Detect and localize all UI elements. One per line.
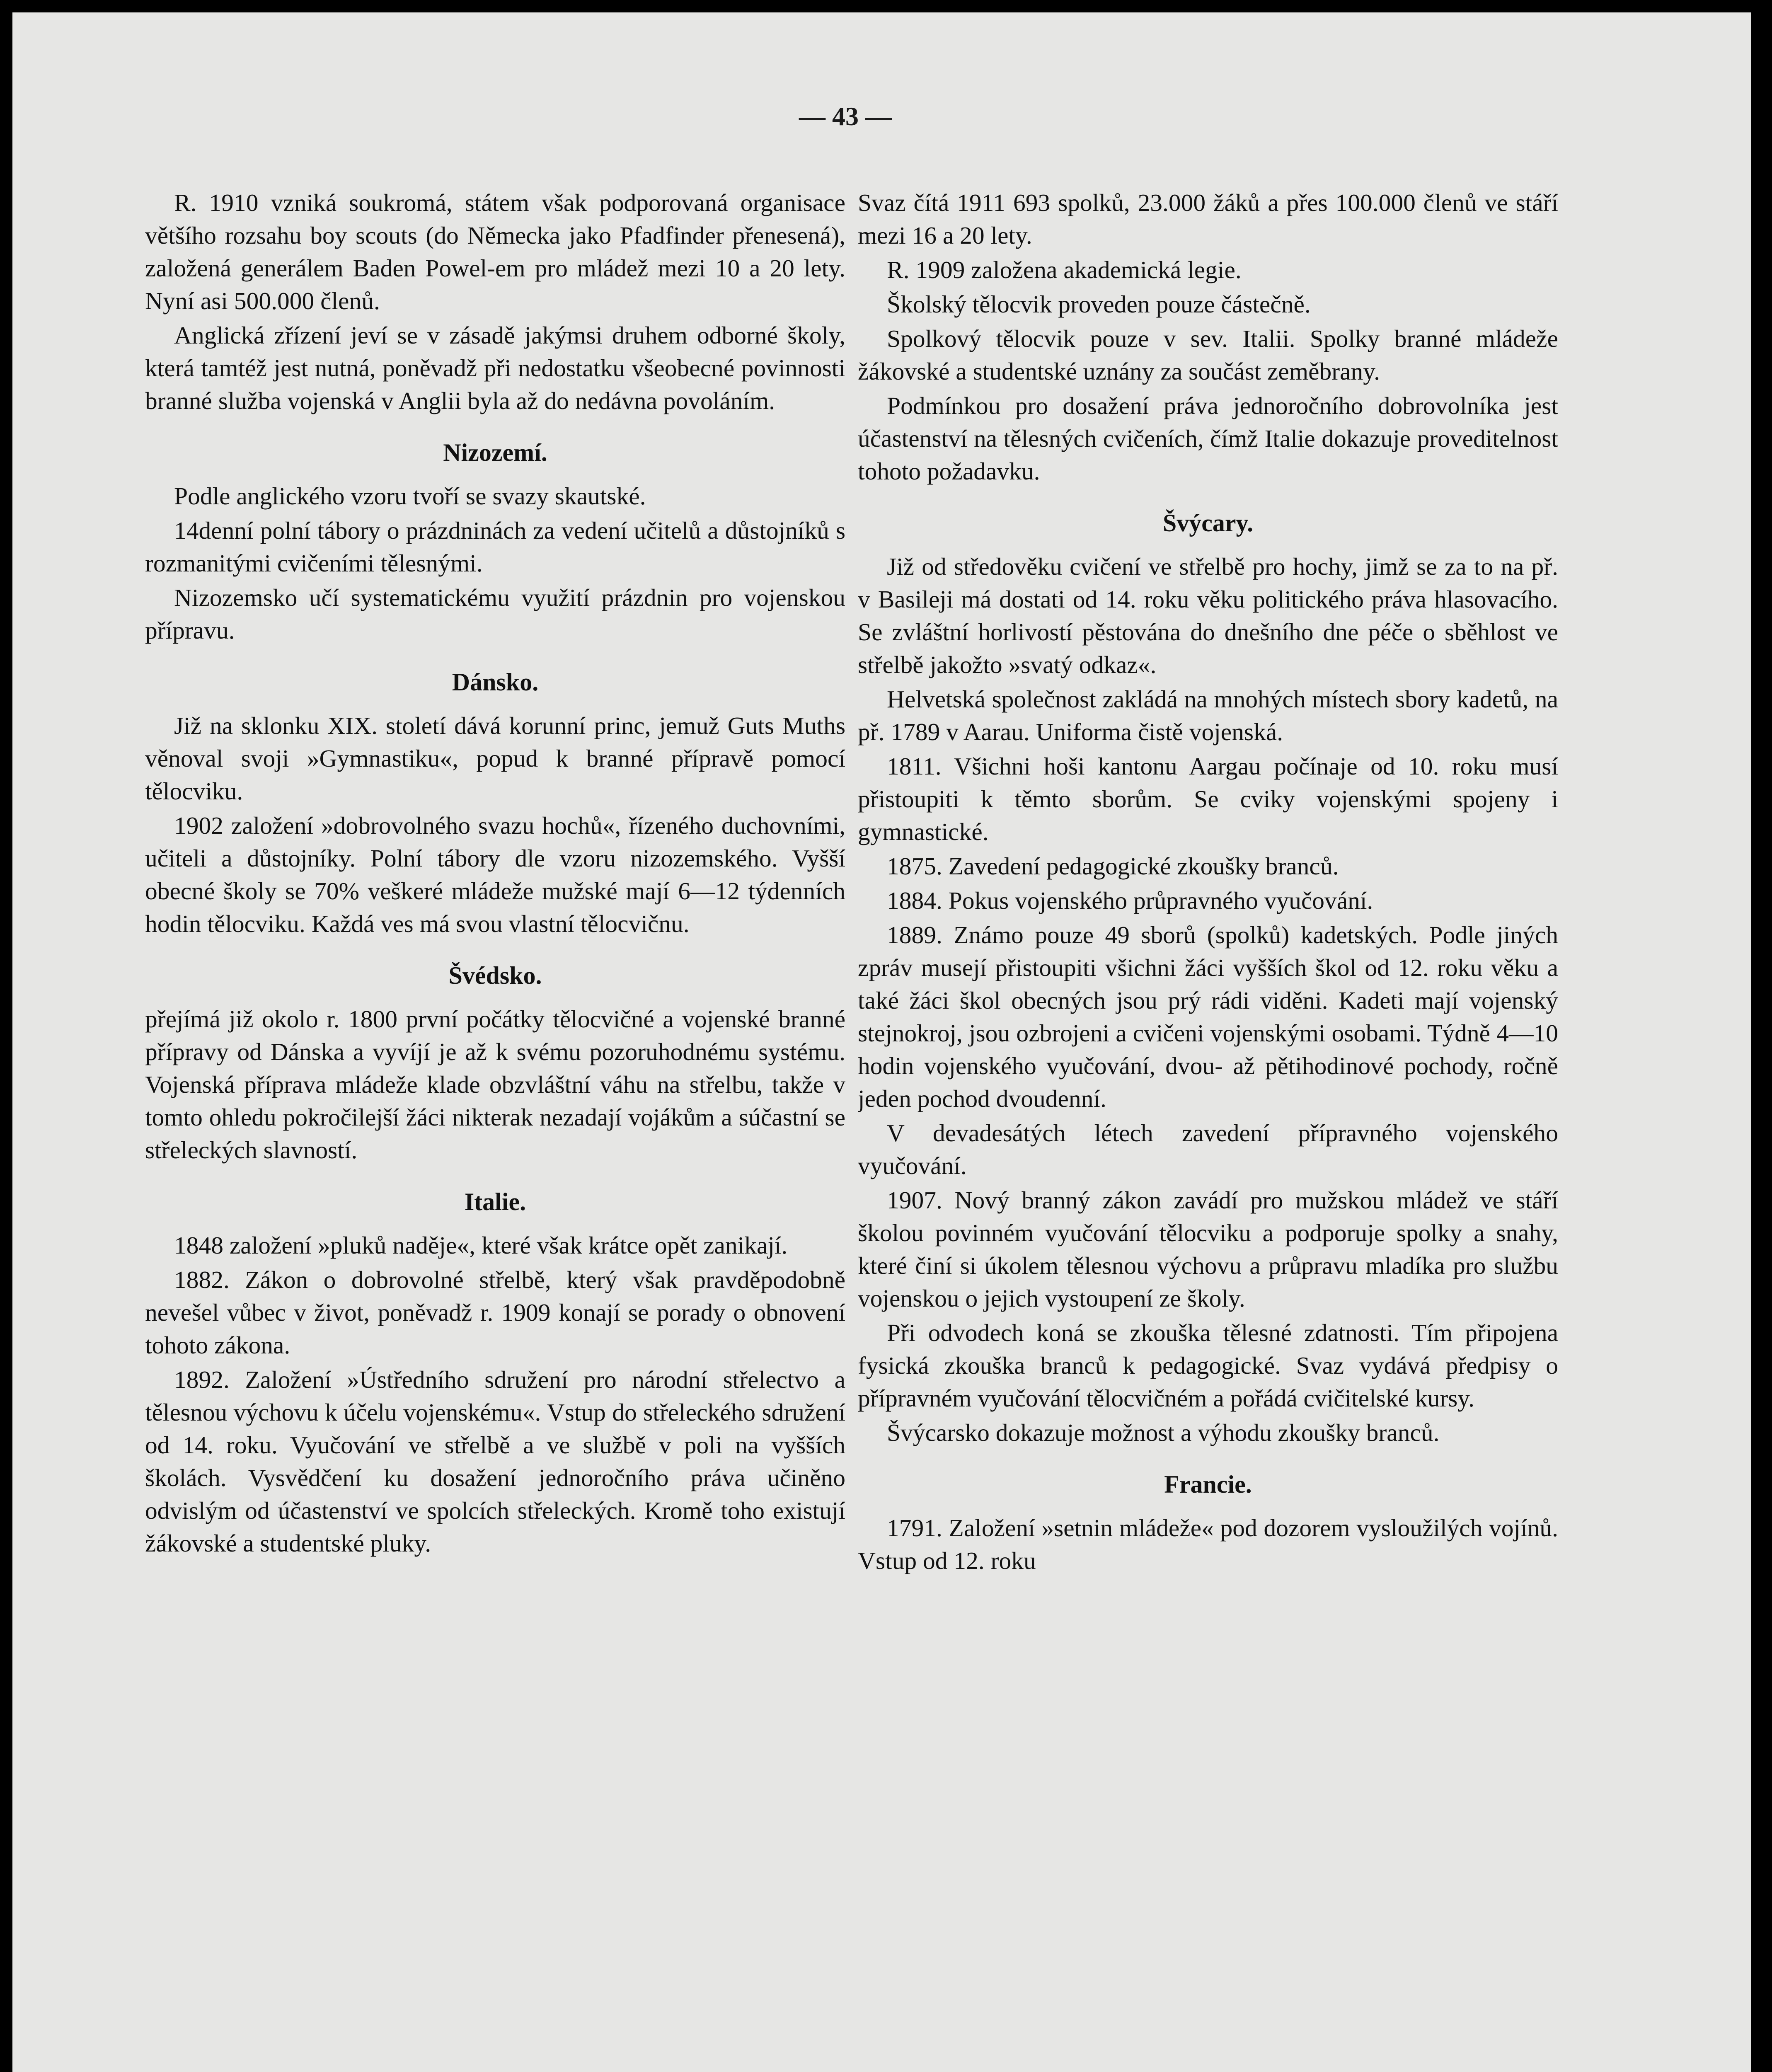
paragraph: Švýcarsko dokazuje možnost a výhodu zkoušky branců. — [887, 1419, 1440, 1446]
paragraph: 1875. Zavedení pedagogické zkoušky branců. — [887, 852, 1339, 880]
section-heading-italie: Italie. — [464, 1188, 526, 1215]
paragraph: Nizozemsko učí systematickému využití prázdnin pro vojenskou přípravu. — [145, 584, 845, 644]
section-heading-nizozemi: Nizozemí. — [443, 439, 547, 466]
paragraph: Anglická zřízení jeví se v zásadě jakýmsi druhem odborné školy, která tamtéž jest nutná, poněvadž při nedostatku všeobecné povinnosti branné služba vojenská v Anglii byla až do nedávna povoláním. — [145, 322, 845, 414]
paragraph: 1791. Založení »setnin mládeže« pod dozorem vysloužilých vojínů. Vstup od 12. roku — [858, 1514, 1558, 1574]
paragraph: Při odvodech koná se zkouška tělesné zdatnosti. Tím připojena fysická zkouška branců k pedagogické. Svaz vydává předpisy o přípravném vyučování tělocvičném a pořádá cvičitelské kursy. — [858, 1319, 1558, 1412]
paragraph: 1882. Zákon o dobrovolné střelbě, který však pravděpodobně nevešel vůbec v život, poněvadž r. 1909 konají se porady o obnovení tohoto zákona. — [145, 1266, 845, 1359]
paragraph: 1907. Nový branný zákon zavádí pro mužskou mládež ve stáří školou povinném vyučování tělocviku a podporuje spolky a snahy, které činí si úkolem tělesnou výchovu a průpravu mladíka pro službu vojenskou o jejich vystoupení ze školy. — [858, 1186, 1558, 1312]
section-heading-svedsko: Švédsko. — [448, 962, 542, 989]
section-heading-francie: Francie. — [1164, 1471, 1252, 1498]
paragraph: Helvetská společnost zakládá na mnohých místech sbory kadetů, na př. 1789 v Aarau. Uniforma čistě vojenská. — [858, 685, 1558, 746]
right-column — [858, 186, 1558, 2072]
paragraph: Již na sklonku XIX. století dává korunní princ, jemuž Guts Muths věnoval svoji »Gymnastiku«, popud k branné přípravě pomocí tělocviku. — [145, 712, 845, 805]
paragraph: R. 1909 založena akademická legie. — [887, 256, 1242, 283]
document-page — [12, 12, 1751, 2072]
paragraph: V devadesátých létech zavedení přípravného vojenského vyučování. — [858, 1119, 1558, 1179]
paragraph: 1848 založení »pluků naděje«, které však krátce opět zanikají. — [174, 1232, 788, 1259]
paragraph: Podmínkou pro dosažení práva jednoročního dobrovolníka jest účastenství na tělesných cvičeních, čímž Italie dokazuje proveditelnost tohoto požadavku. — [858, 392, 1558, 485]
paragraph: 14denní polní tábory o prázdninách za vedení učitelů a důstojníků s rozmanitými cvičeními tělesnými. — [145, 517, 845, 577]
page-number: — 43 — — [799, 102, 892, 131]
paragraph: 1884. Pokus vojenského průpravného vyučování. — [887, 887, 1373, 914]
paragraph: 1811. Všichni hoši kantonu Aargau počínaje od 10. roku musí přistoupiti k těmto sborům. Se cviky vojenskými spojeny i gymnastické. — [858, 753, 1558, 845]
paragraph: přejímá již okolo r. 1800 první počátky tělocvičné a vojenské branné přípravy od Dánska a vyvíjí je až k svému pozoruhodnému systému. Vojenská příprava mládeže klade obzvláštní váhu na střelbu, takže v tomto ohledu pokročilejší žáci nikterak nezadají vojákům a súčastní se střeleckých slavností. — [145, 1005, 845, 1164]
paragraph: 1889. Známo pouze 49 sborů (spolků) kadetských. Podle jiných zpráv musejí přistoupiti všichni žáci vyšších škol od 12. roku věku a také žáci škol obecných jsou prý rádi viděni. Kadeti mají vojenský stejnokroj, jsou ozbrojeni a cvičeni vojenskými osobami. Týdně 4—10 hodin vojenského vyučování, dvou- až pětihodinové pochody, ročně jeden pochod dvoudenní. — [858, 921, 1558, 1112]
paragraph: Spolkový tělocvik pouze v sev. Italii. Spolky branné mládeže žákovské a studentské uznány za součást zeměbrany. — [858, 325, 1558, 385]
paragraph: Již od středověku cvičení ve střelbě pro hochy, jimž se za to na př. v Basileji má dostati od 14. roku věku politického práva hlasovacího. Se zvláštní horlivostí pěstována do dnešního dne péče o sběhlost ve střelbě jakožto »svatý odkaz«. — [858, 553, 1558, 678]
paragraph: Školský tělocvik proveden pouze částečně. — [887, 290, 1311, 318]
paragraph: R. 1910 vzniká soukromá, státem však podporovaná organisace většího rozsahu boy scouts (do Německa jako Pfadfinder přenesená), založená generálem Baden Powel-em pro mládež mezi 10 a 20 lety. Nyní asi 500.000 členů. — [145, 189, 845, 315]
paragraph: 1902 založení »dobrovolného svazu hochů«, řízeného duchovními, učiteli a důstojníky. Polní tábory dle vzoru nizozemského. Vyšší obecné školy se 70% veškeré mládeže mužské mají 6—12 týdenních hodin tělocviku. Každá ves má svou vlastní tělocvičnu. — [145, 812, 845, 937]
paragraph: Podle anglického vzoru tvoří se svazy skautské. — [174, 482, 646, 510]
section-heading-svycary: Švýcary. — [1162, 509, 1254, 537]
left-column — [145, 186, 845, 2072]
paragraph: 1892. Založení »Ústředního sdružení pro národní střelectvo a tělesnou výchovu k účelu vojenskému«. Vstup do střeleckého sdružení od 14. roku. Vyučování ve střelbě a ve službě v poli na vyšších školách. Vysvědčení ku dosažení jednoročního práva učiněno odvislým od účastenství ve spolcích střeleckých. Kromě toho existují žákovské a studentské pluky. — [145, 1366, 845, 1557]
section-heading-dansko: Dánsko. — [452, 668, 539, 696]
paragraph: Svaz čítá 1911 693 spolků, 23.000 žáků a přes 100.000 členů ve stáří mezi 16 a 20 lety. — [858, 189, 1558, 249]
